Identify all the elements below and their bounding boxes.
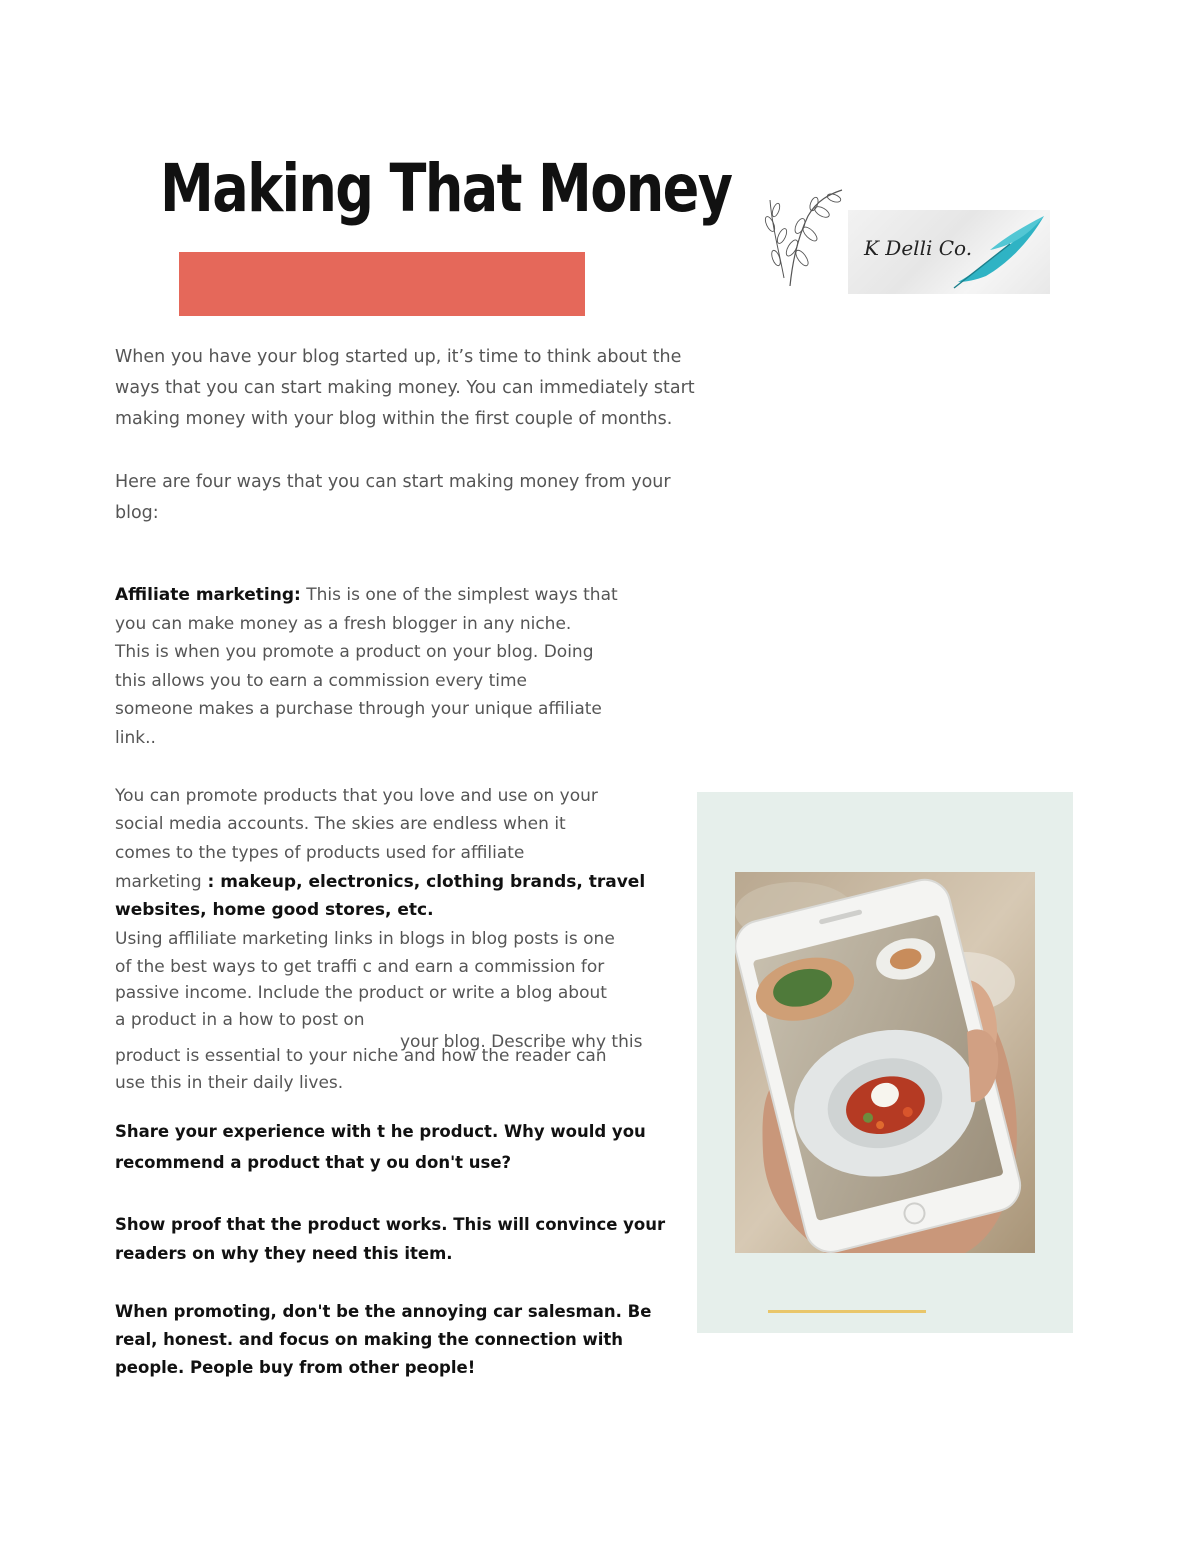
lead-line: blog: — [115, 503, 159, 523]
promote-line: comes to the types of products used for affiliate — [115, 843, 525, 863]
promote-line — [115, 868, 675, 897]
tip-line: readers on why they need this item. — [115, 1244, 453, 1263]
tip-line: people. People buy from other people! — [115, 1358, 476, 1377]
tip-line: When promoting, don't be the annoying car salesman. Be — [115, 1302, 652, 1321]
using-line: a product in a how to post on — [115, 1010, 365, 1030]
logo-text: K Delli Co. — [864, 236, 973, 260]
affiliate-line: someone makes a purchase through your unique affiliate — [115, 699, 602, 719]
brand-logo — [848, 210, 1050, 294]
affiliate-heading: Affiliate marketing: — [115, 585, 301, 605]
tip-line: Share your experience with t he product. Why would you — [115, 1122, 646, 1141]
affiliate-line: link.. — [115, 728, 156, 748]
using-line: of the best ways to get traffi c and earn a commission for — [115, 957, 605, 977]
using-line: use this in their daily lives. — [115, 1073, 344, 1093]
promote-bold: : makeup, electronics, clothing brands, travel — [201, 872, 646, 892]
using-line: Using affliliate marketing links in blogs in blog posts is one — [115, 929, 615, 949]
affiliate-text: This is one of the simplest ways that — [300, 585, 618, 605]
promote-bold-line: websites, home good stores, etc. — [115, 900, 434, 920]
page-title: Making That Money — [160, 150, 732, 227]
tip-line: recommend a product that y ou don't use? — [115, 1153, 512, 1172]
accent-underline — [768, 1310, 926, 1313]
promote-lead-word: marketing — [115, 872, 202, 892]
using-overlap-line: your blog. Describe why this — [400, 1032, 643, 1052]
affiliate-line: you can make money as a fresh blogger in any niche. — [115, 614, 572, 634]
affiliate-line: this allows you to earn a commission every time — [115, 671, 527, 691]
promote-line: social media accounts. The skies are endless when it — [115, 814, 566, 834]
lead-line: Here are four ways that you can start making money from your — [115, 472, 671, 492]
promote-line: You can promote products that you love and use on your — [115, 786, 598, 806]
intro-line: making money with your blog within the first couple of months. — [115, 409, 673, 429]
tip-line: Show proof that the product works. This will convince your — [115, 1215, 666, 1234]
quill-feather-icon — [950, 210, 1050, 294]
title-accent-bar — [179, 252, 585, 316]
affiliate-line — [115, 581, 675, 610]
tip-line: real, honest. and focus on making the connection with — [115, 1330, 624, 1349]
phone-food-photo — [735, 872, 1035, 1253]
intro-line: When you have your blog started up, it’s time to think about the — [115, 347, 682, 367]
intro-line: ways that you can start making money. You can immediately start — [115, 378, 695, 398]
leaf-sprig-icon — [762, 186, 848, 290]
using-line: passive income. Include the product or write a blog about — [115, 983, 607, 1003]
using-line: product is essential to your niche and how the reader can — [115, 1046, 607, 1066]
affiliate-line: This is when you promote a product on your blog. Doing — [115, 642, 594, 662]
